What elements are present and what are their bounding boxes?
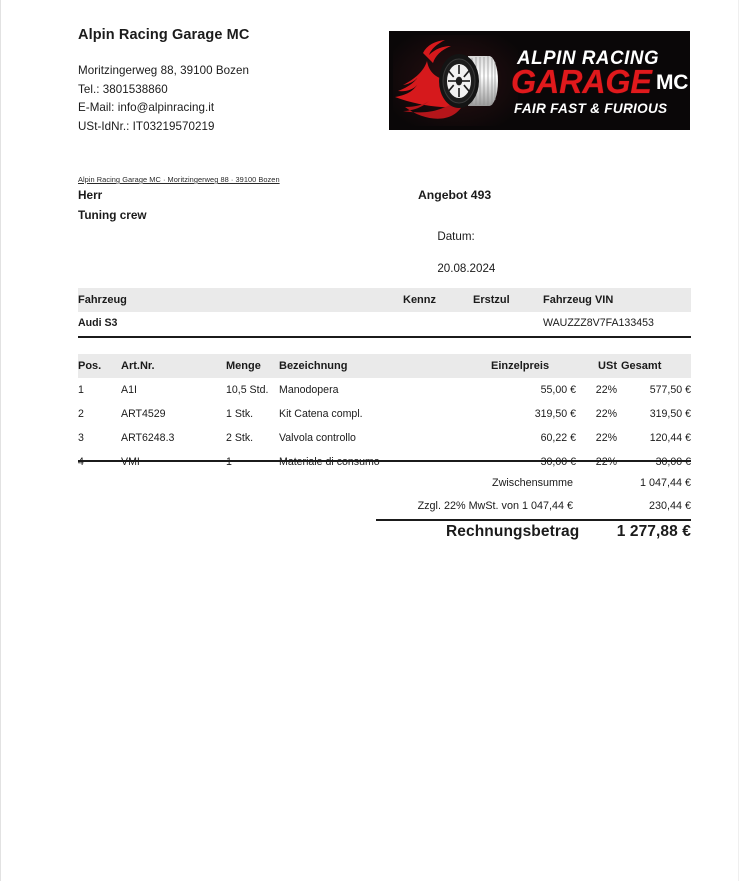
table-row [78, 312, 691, 334]
item-artnr: ART6248.3 [121, 432, 175, 444]
logo-line-alpin-racing: ALPIN RACING [517, 47, 660, 69]
totals-block [376, 472, 691, 518]
return-address-line: Alpin Racing Garage MC · Moritzingerweg 88 · 39100 Bozen [78, 175, 280, 184]
item-einzelpreis: 319,50 € [534, 408, 576, 420]
items-table-header-row [78, 354, 691, 378]
vehicle-table-header-row [78, 288, 691, 312]
vehicle-table-bottom-rule [78, 336, 691, 338]
vehicle-cell-kennz [403, 312, 473, 334]
sender-vat-id: USt-IdNr.: IT03219570219 [78, 119, 215, 133]
item-artnr: A1I [121, 384, 137, 396]
logo-line-garage: GARAGE [511, 63, 652, 100]
vehicle-cell-vin: WAUZZZ8V7FA133453 [543, 317, 654, 329]
logo-tagline: FAIR FAST & FURIOUS [514, 100, 668, 116]
grand-total-row [376, 523, 691, 541]
item-menge: 10,5 Std. [226, 384, 269, 396]
sender-block [78, 27, 378, 136]
sender-email: E-Mail: info@alpinracing.it [78, 101, 215, 115]
totals-row-subtotal [376, 472, 691, 495]
vat-value: 230,44 € [648, 500, 691, 512]
logo-text-block [511, 39, 690, 123]
item-menge: 1 Stk. [226, 408, 254, 420]
item-pos: 1 [78, 384, 84, 396]
vehicle-header-fahrzeug: Fahrzeug [78, 288, 403, 312]
subtotal-label: Zwischensumme [492, 477, 573, 489]
item-gesamt: 577,50 € [649, 384, 691, 396]
grand-total-value: 1 277,88 € [616, 523, 691, 540]
table-row [78, 378, 691, 402]
item-einzelpreis: 60,22 € [540, 432, 576, 444]
item-ust: 22% [595, 384, 617, 396]
recipient-block [78, 185, 378, 225]
vehicle-cell-erstzul [473, 312, 543, 334]
items-header-einzelpreis: Einzelpreis [491, 354, 576, 378]
item-bezeichnung: Materiale di consumo [279, 456, 380, 468]
items-header-artnr: Art.Nr. [121, 354, 226, 378]
table-row [78, 402, 691, 426]
item-artnr: ART4529 [121, 408, 166, 420]
item-ust: 22% [595, 408, 617, 420]
logo-inner [389, 31, 690, 130]
item-bezeichnung: Manodopera [279, 384, 339, 396]
grand-total-rule [376, 519, 691, 521]
items-table [78, 354, 691, 474]
items-header-ust: USt [576, 354, 621, 378]
item-menge: 2 Stk. [226, 432, 254, 444]
item-gesamt: 30,00 € [655, 456, 691, 468]
company-logo [389, 31, 690, 130]
items-header-bezeichnung: Bezeichnung [279, 354, 491, 378]
item-bezeichnung: Kit Catena compl. [279, 408, 363, 420]
item-gesamt: 319,50 € [649, 408, 691, 420]
sender-address: Moritzingerweg 88, 39100 Bozen [78, 64, 250, 78]
items-header-gesamt: Gesamt [621, 354, 691, 378]
item-einzelpreis: 30,00 € [540, 456, 576, 468]
table-row [78, 426, 691, 450]
vehicle-header-vin: Fahrzeug VIN [543, 288, 691, 312]
item-pos: 4 [78, 456, 84, 468]
items-header-pos: Pos. [78, 354, 121, 378]
flaming-wheel-icon [393, 35, 518, 126]
item-pos: 3 [78, 432, 84, 444]
subtotal-value: 1 047,44 € [639, 477, 691, 489]
item-ust: 22% [595, 456, 617, 468]
item-pos: 2 [78, 408, 84, 420]
document-date-label: Datum: [437, 230, 475, 243]
sender-phone: Tel.: 3801538860 [78, 82, 168, 96]
vehicle-table [78, 288, 691, 338]
company-name: Alpin Racing Garage MC [78, 27, 250, 43]
items-table-bottom-rule [78, 460, 691, 462]
table-row [78, 450, 691, 474]
totals-row-vat [376, 495, 691, 518]
item-bezeichnung: Valvola controllo [279, 432, 356, 444]
item-artnr: VMI [121, 456, 140, 468]
item-menge: 1 [226, 456, 232, 468]
document-date-value: 20.08.2024 [437, 262, 496, 275]
document-date [418, 213, 698, 293]
item-gesamt: 120,44 € [649, 432, 691, 444]
item-einzelpreis: 55,00 € [540, 384, 576, 396]
document-title: Angebot 493 [418, 188, 492, 202]
document-meta [418, 186, 698, 293]
recipient-name: Tuning crew [78, 208, 147, 222]
vehicle-cell-name: Audi S3 [78, 317, 118, 329]
items-header-menge: Menge [226, 354, 279, 378]
logo-suffix-mc: MC [656, 71, 689, 94]
vehicle-header-erstzul: Erstzul [473, 288, 543, 312]
vat-label: Zzgl. 22% MwSt. von 1 047,44 € [417, 500, 573, 512]
item-ust: 22% [595, 432, 617, 444]
recipient-salutation: Herr [78, 188, 103, 202]
vehicle-header-kennz: Kennz [403, 288, 473, 312]
grand-total-label: Rechnungsbetrag [446, 523, 580, 540]
